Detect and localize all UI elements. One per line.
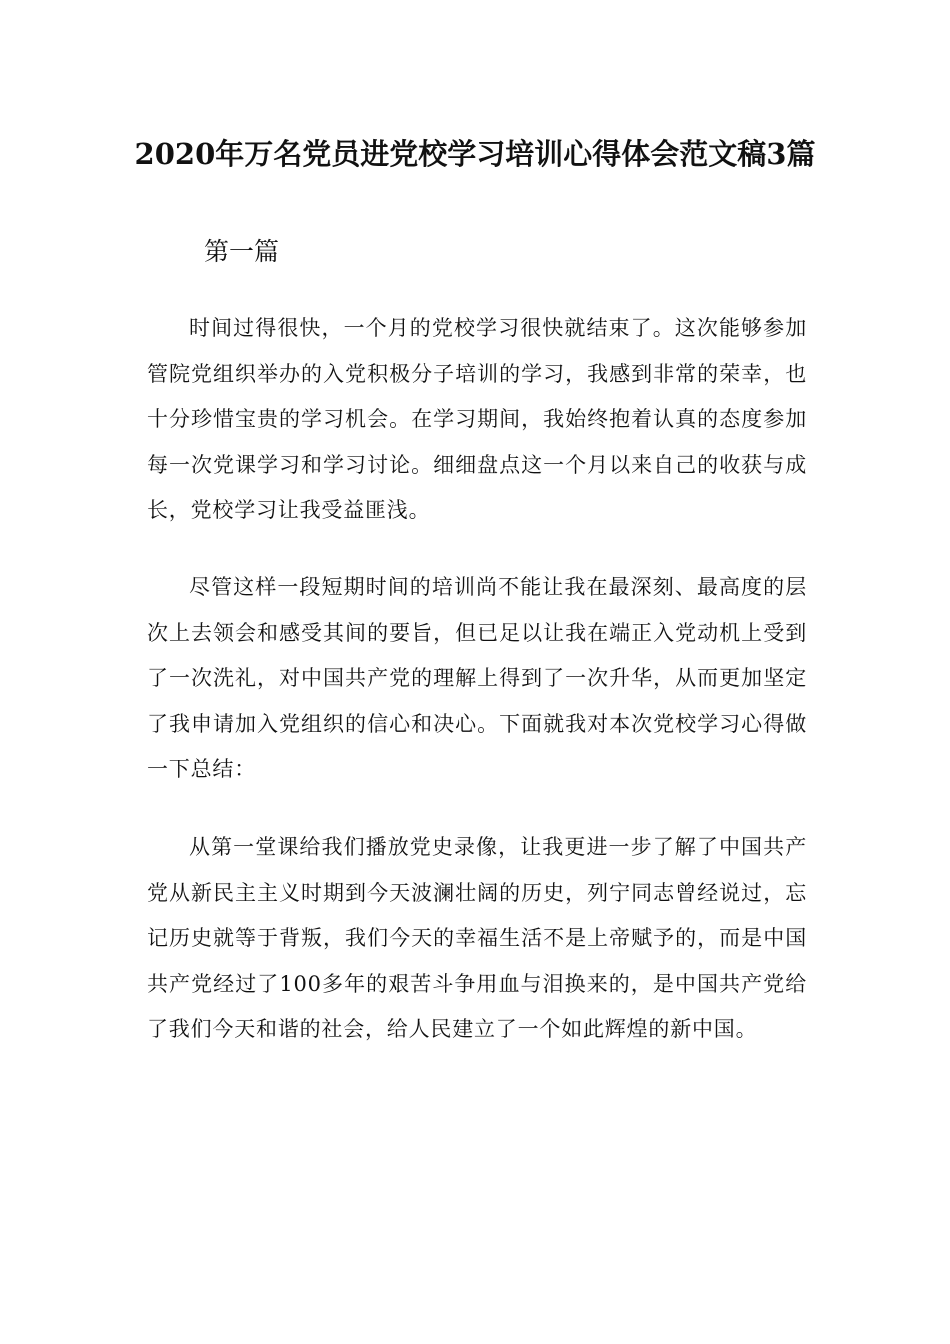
document-title: 2020年万名党员进党校学习培训心得体会范文稿3篇 — [134, 137, 816, 171]
paragraph-2: 尽管这样一段短期时间的培训尚不能让我在最深刻、最高度的层次上去领会和感受其间的要旨，但已足以让我在端正入党动机上受到了一次洗礼，对中国共产党的理解上得到了一次升华，从而更加坚定了我申请加入党组织的信心和决心。下面就我对本次党校学习心得做一下总结： — [147, 575, 807, 781]
section-heading: 第一篇 — [204, 237, 280, 266]
paragraph-3: 从第一堂课给我们播放党史录像，让我更进一步了解了中国共产党从新民主主义时期到今天波澜壮阔的历史，列宁同志曾经说过，忘记历史就等于背叛，我们今天的幸福生活不是上帝赋予的，而是中国共产党经过了100多年的艰苦斗争用血与泪换来的，是中国共产党给了我们今天和谐的社会，给人民建立了一个如此辉煌的新中国。 — [147, 835, 807, 1041]
paragraph-1: 时间过得很快，一个月的党校学习很快就结束了。这次能够参加管院党组织举办的入党积极分子培训的学习，我感到非常的荣幸，也十分珍惜宝贵的学习机会。在学习期间，我始终抱着认真的态度参加每一次党课学习和学习讨论。细细盘点这一个月以来自己的收获与成长，党校学习让我受益匪浅。 — [147, 316, 807, 522]
